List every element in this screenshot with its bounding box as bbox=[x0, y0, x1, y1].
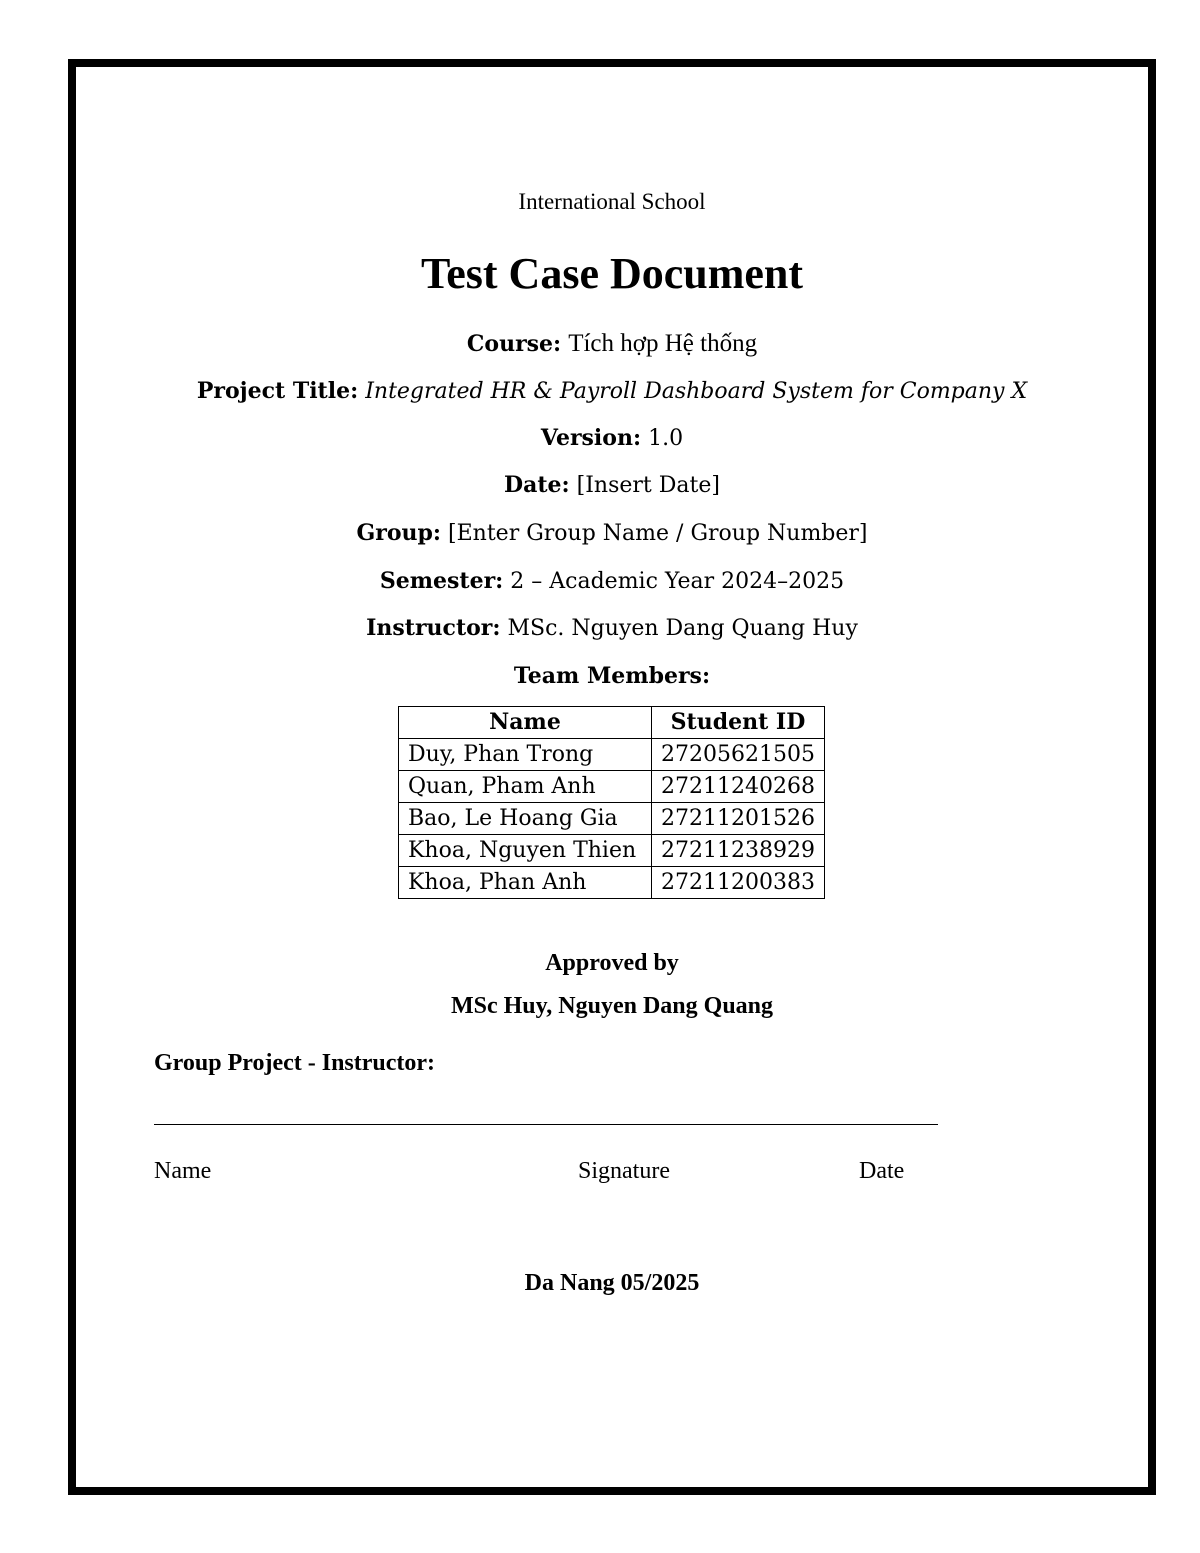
instructor-label: Instructor: bbox=[366, 615, 501, 641]
date-line bbox=[0, 470, 1200, 501]
member-name: Khoa, Phan Anh bbox=[399, 867, 652, 899]
course-value: Tích hợp Hệ thống bbox=[568, 330, 758, 357]
column-header-student-id: Student ID bbox=[652, 707, 825, 739]
signature-line bbox=[154, 1124, 938, 1125]
group-line bbox=[0, 518, 1200, 549]
semester-value: 2 – Academic Year 2024–2025 bbox=[510, 569, 845, 594]
course-line bbox=[0, 329, 1200, 360]
instructor-line bbox=[0, 613, 1200, 644]
table-row bbox=[399, 867, 825, 899]
team-members-heading: Team Members: bbox=[513, 663, 711, 689]
signature-date-label: Date bbox=[859, 1158, 905, 1184]
member-name: Khoa, Nguyen Thien bbox=[399, 835, 652, 867]
table-header-row bbox=[399, 707, 825, 739]
member-name: Duy, Phan Trong bbox=[399, 739, 652, 771]
table-row bbox=[399, 803, 825, 835]
semester-label: Semester: bbox=[379, 568, 504, 594]
approved-by-label: Approved by bbox=[545, 950, 679, 976]
semester-line bbox=[0, 566, 1200, 597]
table-row bbox=[399, 739, 825, 771]
project-title-label: Project Title: bbox=[196, 378, 359, 404]
member-student-id: 27205621505 bbox=[652, 739, 825, 771]
signature-signature-label: Signature bbox=[578, 1158, 670, 1184]
group-project-instructor-label: Group Project - Instructor: bbox=[154, 1050, 436, 1076]
approver-name: MSc Huy, Nguyen Dang Quang bbox=[450, 993, 774, 1019]
document-title: Test Case Document bbox=[420, 249, 804, 298]
member-student-id: 27211238929 bbox=[652, 835, 825, 867]
version-label: Version: bbox=[540, 425, 642, 451]
place-and-date: Da Nang 05/2025 bbox=[524, 1270, 700, 1296]
member-student-id: 27211201526 bbox=[652, 803, 825, 835]
course-label: Course: bbox=[466, 331, 562, 357]
date-label: Date: bbox=[504, 472, 570, 498]
member-student-id: 27211240268 bbox=[652, 771, 825, 803]
signature-name-label: Name bbox=[154, 1158, 212, 1184]
version-value: 1.0 bbox=[648, 426, 684, 451]
member-name: Quan, Pham Anh bbox=[399, 771, 652, 803]
table-row bbox=[399, 835, 825, 867]
table-row bbox=[399, 771, 825, 803]
group-value: [Enter Group Name / Group Number] bbox=[448, 521, 868, 546]
version-line bbox=[0, 423, 1200, 454]
member-student-id: 27211200383 bbox=[652, 867, 825, 899]
school-name: International School bbox=[518, 189, 706, 214]
project-title-value: Integrated HR & Payroll Dashboard System for Company X bbox=[365, 379, 1028, 404]
group-label: Group: bbox=[356, 520, 442, 546]
project-title-line bbox=[0, 376, 1200, 407]
date-value: [Insert Date] bbox=[576, 473, 720, 498]
instructor-value: MSc. Nguyen Dang Quang Huy bbox=[507, 616, 858, 641]
team-members-table bbox=[398, 706, 825, 899]
member-name: Bao, Le Hoang Gia bbox=[399, 803, 652, 835]
column-header-name: Name bbox=[399, 707, 652, 739]
